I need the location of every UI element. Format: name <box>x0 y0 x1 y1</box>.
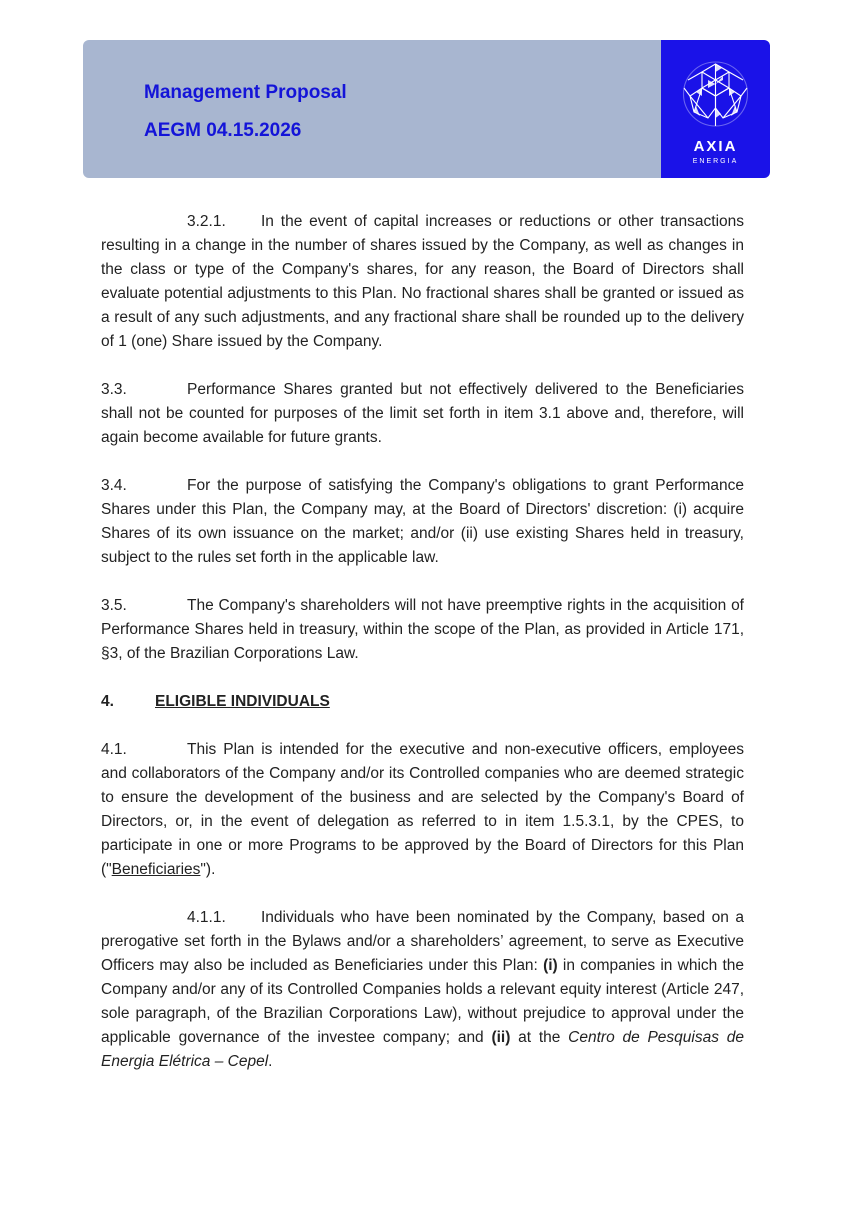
document-title: Management Proposal <box>144 82 347 103</box>
geodesic-globe-icon <box>681 58 750 132</box>
clause-3-2-1 <box>101 210 744 354</box>
section-number: 4. <box>101 693 114 710</box>
item-marker: (ii) <box>491 1029 511 1046</box>
logo-subtitle: ENERGIA <box>692 158 739 165</box>
clause-number: 3.4. <box>101 477 127 494</box>
section-4-heading <box>101 690 744 714</box>
clause-text: In the event of capital increases or reductions or other transactions resulting in a change in the number of shares issued by the Company, as well as changes in the class or type of the Company's shares, for any reason, the Board of Directors shall evaluate potential adjustments to this Plan. No fractional shares shall be granted or issued as a result of any such adjustments, and any fractional share shall be rounded up to the delivery of 1 (one) Share issued by the Company. <box>101 213 744 350</box>
document-subtitle: AEGM 04.15.2026 <box>144 120 302 141</box>
clause-3-4 <box>101 474 744 570</box>
defined-term: Beneficiaries <box>111 861 201 878</box>
header-band <box>83 40 661 178</box>
clause-text-tail: "). <box>200 861 216 878</box>
clause-4-1-1 <box>101 906 744 1074</box>
section-title: ELIGIBLE INDIVIDUALS <box>155 693 330 710</box>
clause-number: 3.5. <box>101 597 127 614</box>
entity-name: Centro de Pesquisas de Energia Elétrica – Cepel <box>101 1029 744 1070</box>
document-body <box>101 210 744 1098</box>
clause-text: The Company's shareholders will not have preemptive rights in the acquisition of Performance Shares held in treasury, within the scope of the Plan, as provided in Article 171, §3, of the Brazilian Corporations Law. <box>101 597 744 662</box>
clause-text: at the <box>510 1029 569 1046</box>
clause-text: For the purpose of satisfying the Company's obligations to grant Performance Shares under this Plan, the Company may, at the Board of Directors' discretion: (i) acquire Shares of its own issuance on the market; and/or (ii) use existing Shares held in treasury, subject to the rules set forth in the applicable law. <box>101 477 744 566</box>
clause-4-1 <box>101 738 744 882</box>
clause-number: 3.3. <box>101 381 127 398</box>
item-marker: (i) <box>543 957 558 974</box>
clause-3-3 <box>101 378 744 450</box>
clause-text: Individuals who have been nominated by the Company, based on a prerogative set forth in the Bylaws and/or a shareholders’ agreement, to serve as Executive Officers may also be included as Beneficiaries under this Plan: <box>101 909 744 974</box>
clause-text: Performance Shares granted but not effectively delivered to the Beneficiaries shall not be counted for purposes of the limit set forth in item 3.1 above and, therefore, will again become available for future grants. <box>101 381 744 446</box>
clause-number: 3.2.1. <box>187 213 226 230</box>
clause-3-5 <box>101 594 744 666</box>
clause-text: in companies in which the Company and/or any of its Controlled Companies holds a relevant equity interest (Article 247, sole paragraph, of the Brazilian Corporations Law), without prejudice to approval under the applicable governance of the investee company; and <box>101 957 745 1046</box>
clause-number: 4.1. <box>101 741 127 758</box>
clause-number: 4.1.1. <box>187 909 226 926</box>
logo-wordmark: AXIA <box>693 138 738 155</box>
clause-text-end: . <box>268 1053 273 1070</box>
clause-text: This Plan is intended for the executive and non-executive officers, employees and collaborators of the Company and/or its Controlled companies who are deemed strategic to ensure the development of the business and are selected by the Company's Board of Directors, or, in the event of delegation as referred to in item 1.5.3.1, by the CPES, to participate in one or more Programs to be approved by the Board of Directors for this Plan (" <box>101 741 744 878</box>
company-logo <box>661 40 770 178</box>
